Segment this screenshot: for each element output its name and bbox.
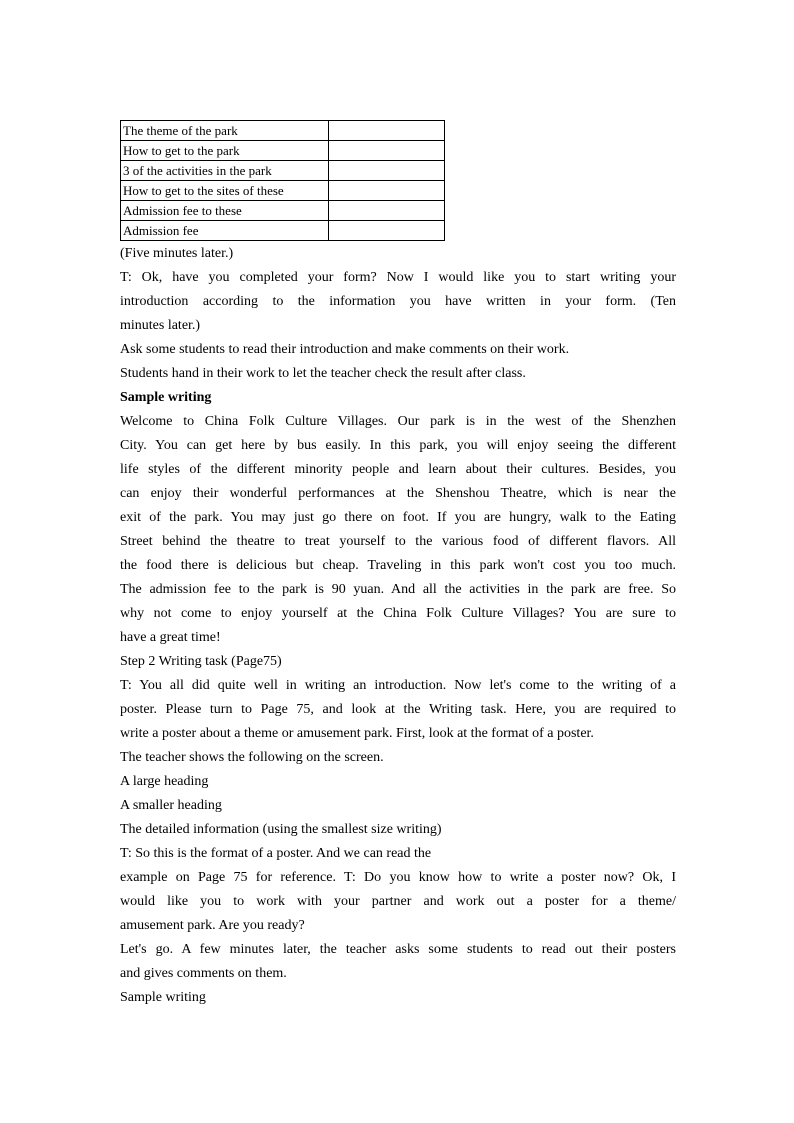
form-row-label: Admission fee to these xyxy=(121,201,329,221)
form-row-label: How to get to the sites of these xyxy=(121,181,329,201)
form-table-body xyxy=(121,121,445,241)
text-line: Street behind the theatre to treat yourself to the various food of different flavors. All xyxy=(120,534,676,549)
text-line: A smaller heading xyxy=(120,798,222,813)
text-line: have a great time! xyxy=(120,630,221,645)
form-table-row xyxy=(121,201,445,221)
text-line: The teacher shows the following on the screen. xyxy=(120,750,384,765)
text-line: amusement park. Are you ready? xyxy=(120,918,305,933)
text-line: The detailed information (using the smallest size writing) xyxy=(120,822,442,837)
form-table-row xyxy=(121,221,445,241)
form-row-answer-cell xyxy=(329,161,445,181)
text-line: can enjoy their wonderful performances at the Shenshou Theatre, which is near the xyxy=(120,486,676,501)
text-line: T: So this is the format of a poster. And we can read the xyxy=(120,846,432,861)
park-info-form-table xyxy=(120,120,445,241)
text-line: the food there is delicious but cheap. Traveling in this park won't cost you too much. xyxy=(120,558,676,573)
text-line: T: You all did quite well in writing an introduction. Now let's come to the writing of a xyxy=(120,678,676,693)
text-line: Step 2 Writing task (Page75) xyxy=(120,654,282,669)
text-line: introduction according to the information you have written in your form. (Ten xyxy=(120,294,676,309)
text-line: write a poster about a theme or amusement park. First, look at the format of a poster. xyxy=(120,726,594,741)
text-line: poster. Please turn to Page 75, and look at the Writing task. Here, you are required to xyxy=(120,702,676,717)
text-line: Welcome to China Folk Culture Villages. Our park is in the west of the Shenzhen xyxy=(120,414,676,429)
text-line: Ask some students to read their introduction and make comments on their work. xyxy=(120,342,570,357)
document-page xyxy=(120,120,676,1010)
section-heading: Sample writing xyxy=(120,390,212,405)
form-table-row xyxy=(121,121,445,141)
form-row-answer-cell xyxy=(329,141,445,161)
text-line: exit of the park. You may just go there on foot. If you are hungry, walk to the Eating xyxy=(120,510,676,525)
form-row-answer-cell xyxy=(329,221,445,241)
text-line: The admission fee to the park is 90 yuan. And all the activities in the park are free. So xyxy=(120,582,676,597)
text-line: A large heading xyxy=(120,774,209,789)
document-body xyxy=(120,242,676,1010)
text-line: Students hand in their work to let the teacher check the result after class. xyxy=(120,366,526,381)
form-row-label: How to get to the park xyxy=(121,141,329,161)
text-line: (Five minutes later.) xyxy=(120,246,234,261)
form-table-row xyxy=(121,161,445,181)
text-line: City. You can get here by bus easily. In this park, you will enjoy seeing the different xyxy=(120,438,676,453)
text-line: Let's go. A few minutes later, the teacher asks some students to read out their posters xyxy=(120,942,676,957)
form-table-row xyxy=(121,141,445,161)
form-row-answer-cell xyxy=(329,201,445,221)
text-line: minutes later.) xyxy=(120,318,201,333)
form-table-row xyxy=(121,181,445,201)
text-line: why not come to enjoy yourself at the China Folk Culture Villages? You are sure to xyxy=(120,606,676,621)
form-row-answer-cell xyxy=(329,181,445,201)
form-row-answer-cell xyxy=(329,121,445,141)
form-row-label: The theme of the park xyxy=(121,121,329,141)
text-line: Sample writing xyxy=(120,990,206,1005)
text-line: life styles of the different minority people and learn about their cultures. Besides, you xyxy=(120,462,676,477)
form-row-label: Admission fee xyxy=(121,221,329,241)
text-line: would like you to work with your partner and work out a poster for a theme/ xyxy=(120,894,676,909)
text-line: T: Ok, have you completed your form? Now I would like you to start writing your xyxy=(120,270,676,285)
form-row-label: 3 of the activities in the park xyxy=(121,161,329,181)
text-line: example on Page 75 for reference. T: Do you know how to write a poster now? Ok, I xyxy=(120,870,676,885)
text-line: and gives comments on them. xyxy=(120,966,287,981)
